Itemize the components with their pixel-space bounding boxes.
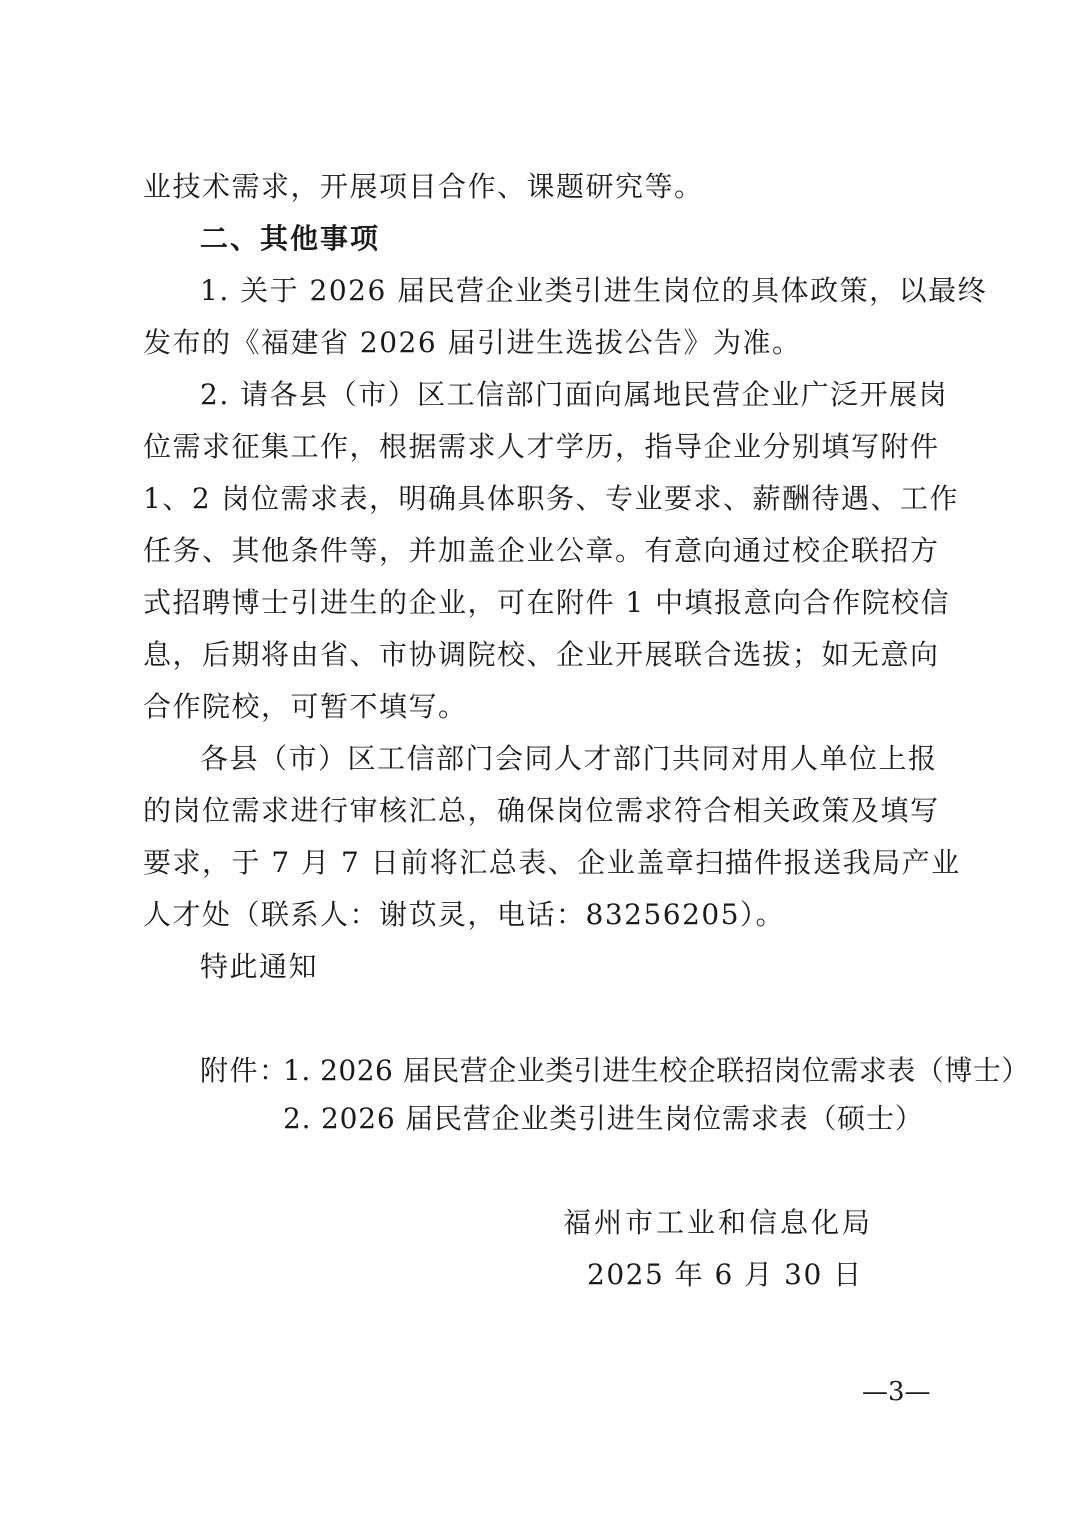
signature-date: 2025 年 6 月 30 日 (587, 1258, 863, 1291)
item1-line: 1. 关于 2026 届民营企业类引进生岗位的具体政策，以最终 (200, 274, 988, 307)
item2-line: 合作院校，可暂不填写。 (143, 690, 468, 723)
attachments-label: 附件： (200, 1054, 289, 1087)
item2-line: 1、2 岗位需求表，明确具体职务、专业要求、薪酬待遇、工作 (143, 482, 960, 515)
item2-line: 式招聘博士引进生的企业，可在附件 1 中填报意向合作院校信 (143, 586, 951, 619)
item2-line: 位需求征集工作，根据需求人才学历，指导企业分别填写附件 (143, 430, 940, 463)
paragraph3-line: 的岗位需求进行审核汇总，确保岗位需求符合相关政策及填写 (143, 794, 940, 827)
signature-organization: 福州市工业和信息化局 (563, 1206, 874, 1239)
paragraph3-line: 要求，于 7 月 7 日前将汇总表、企业盖章扫描件报送我局产业 (143, 846, 961, 879)
page-number: —3— (862, 1377, 931, 1407)
item2-line: 息，后期将由省、市协调院校、企业开展联合选拔；如无意向 (143, 638, 940, 671)
paragraph3-line: 各县（市）区工信部门会同人才部门共同对用人单位上报 (200, 742, 938, 775)
attachment-item: 1. 2026 届民营企业类引进生校企联招岗位需求表（博士） (283, 1054, 1030, 1087)
paragraph3-line: 人才处（联系人：谢苡灵，电话：83256205）。 (143, 898, 786, 931)
section-heading: 二、其他事项 (200, 222, 381, 255)
attachment-item: 2. 2026 届民营企业类引进生岗位需求表（硕士） (283, 1102, 924, 1135)
closing-text: 特此通知 (200, 950, 319, 983)
item1-line: 发布的《福建省 2026 届引进生选拔公告》为准。 (143, 326, 802, 359)
continuation-text: 业技术需求，开展项目合作、课题研究等。 (143, 170, 704, 203)
item2-line: 2. 请各县（市）区工信部门面向属地民营企业广泛开展岗 (200, 378, 949, 411)
item2-line: 任务、其他条件等，并加盖企业公章。有意向通过校企联招方 (143, 534, 940, 567)
